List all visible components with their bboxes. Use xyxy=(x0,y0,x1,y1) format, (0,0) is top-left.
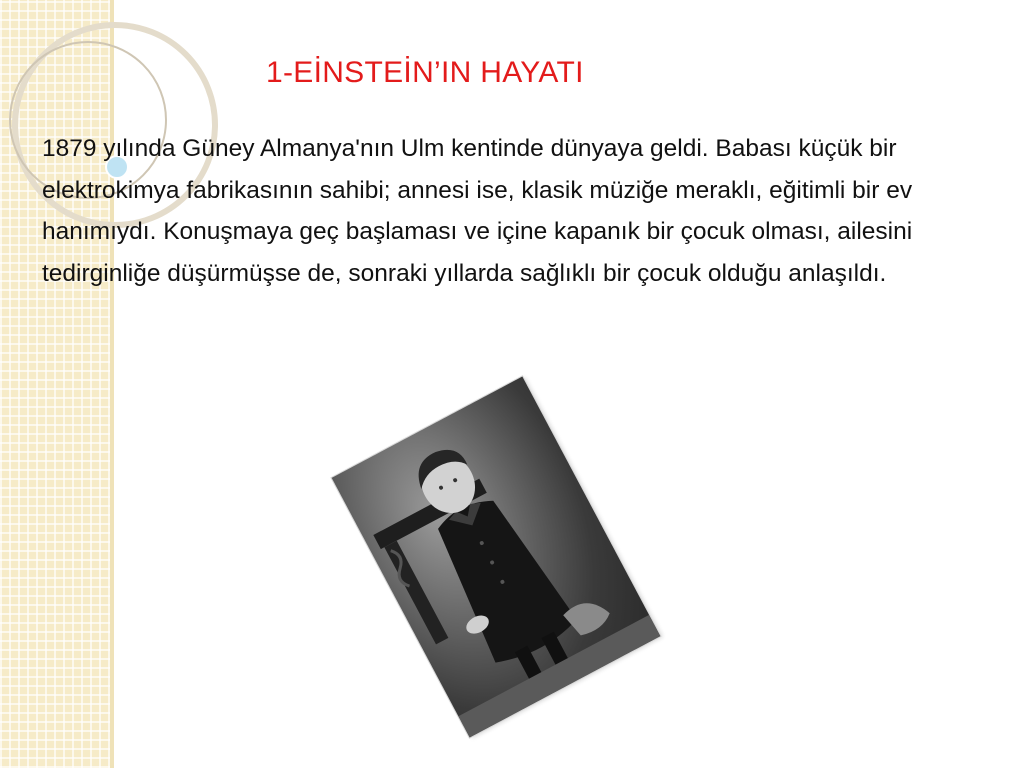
child-portrait-photo xyxy=(332,377,661,738)
photo-illustration xyxy=(332,377,661,738)
slide-body-text: 1879 yılında Güney Almanya'nın Ulm kentinde dünyaya geldi. Babası küçük bir elektrokimya fabrikasının sahibi; annesi ise, klasik müziğe meraklı, eğitimli bir ev hanımıydı. Konuşmaya geç başlaması ve içine kapanık bir çocuk olması, ailesini tedirginliğe düşürmüşse de, sonraki yıllarda sağlıklı bir çocuk olduğu anlaşıldı. xyxy=(42,135,913,287)
slide-title: 1-EİNSTEİN’IN HAYATI xyxy=(266,56,584,89)
